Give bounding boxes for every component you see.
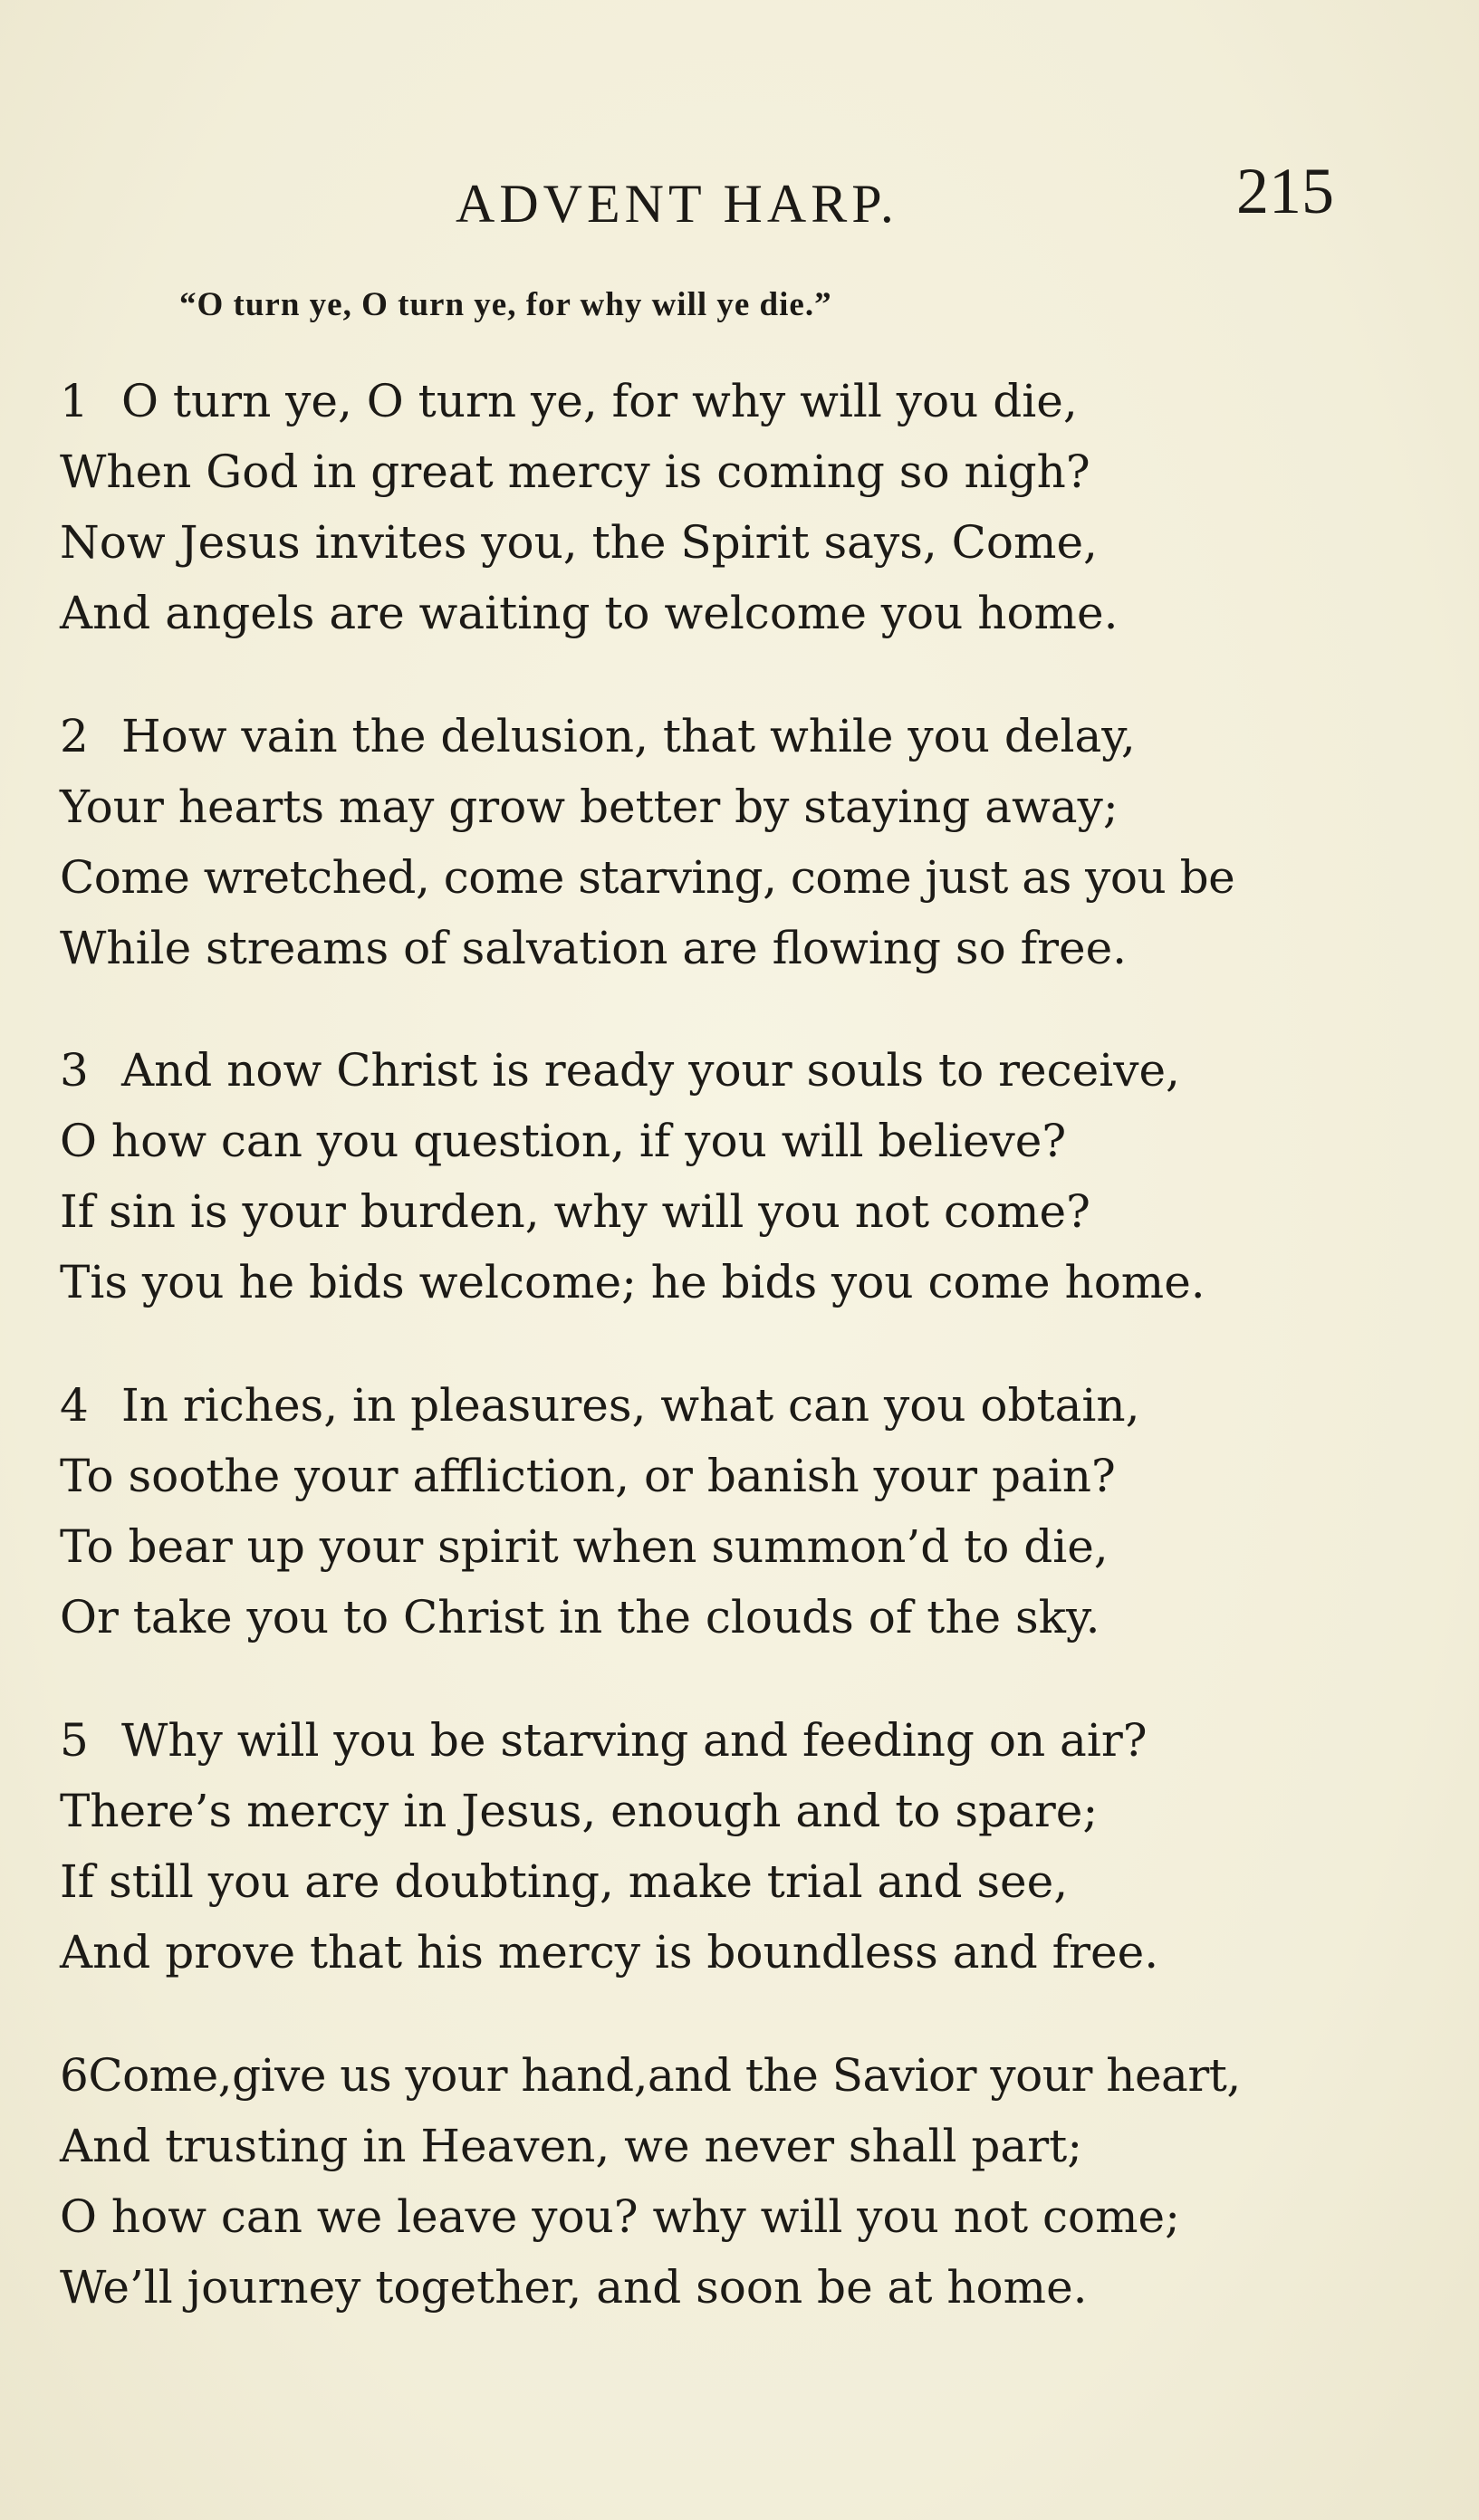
stanza-line: And prove that his mercy is boundless and free. <box>60 1926 1159 1979</box>
running-head <box>0 155 1479 244</box>
stanza-line: If still you are doubting, make trial and see, <box>60 1855 1069 1908</box>
stanza-5 <box>60 1705 1400 1988</box>
stanza-number: 5 <box>60 1714 89 1767</box>
stanza-line: To bear up your spirit when summon’d to die, <box>60 1520 1109 1573</box>
stanza-line: And trusting in Heaven, we never shall part; <box>60 2120 1083 2172</box>
stanza-number: 1 <box>60 375 89 427</box>
line-text: Come,give us your hand,and the Savior your heart, <box>88 2049 1241 2102</box>
stanza-line <box>60 1370 1400 1441</box>
stanza-number: 6 <box>60 2049 89 2102</box>
stanza-line: When God in great mercy is coming so nigh? <box>60 446 1090 498</box>
stanza-line: While streams of salvation are flowing so free. <box>60 922 1128 974</box>
stanza-line: If sin is your burden, why will you not come? <box>60 1185 1090 1238</box>
stanza-line: To soothe your affliction, or banish your pain? <box>60 1450 1116 1502</box>
stanza-line <box>60 366 1400 436</box>
line-text: O turn ye, O turn ye, for why will you die, <box>121 375 1078 427</box>
running-title: ADVENT HARP. <box>456 174 898 234</box>
stanza-number: 4 <box>60 1379 89 1432</box>
line-text: How vain the delusion, that while you delay, <box>121 710 1136 762</box>
stanza-line: And angels are waiting to welcome you home. <box>60 587 1119 639</box>
hymn-caption: “O turn ye, O turn ye, for why will ye die.” <box>179 286 832 323</box>
stanza-line <box>60 1035 1400 1106</box>
stanza-1 <box>60 366 1400 648</box>
stanza-line: O how can you question, if you will believe? <box>60 1115 1067 1167</box>
stanza-line: Come wretched, come starving, come just as you be <box>60 851 1235 904</box>
stanza-2 <box>60 701 1400 983</box>
stanza-number: 2 <box>60 710 89 762</box>
stanza-3 <box>60 1035 1400 1317</box>
stanza-line: There’s mercy in Jesus, enough and to spare; <box>60 1785 1099 1837</box>
page-number: 215 <box>1236 155 1334 227</box>
stanza-6 <box>60 2040 1400 2323</box>
stanza-line <box>60 701 1400 771</box>
line-text: In riches, in pleasures, what can you obtain, <box>121 1379 1140 1432</box>
stanza-line: Now Jesus invites you, the Spirit says, Come, <box>60 516 1098 569</box>
stanza-line: We’ll journey together, and soon be at home. <box>60 2261 1088 2314</box>
stanza-line: Tis you he bids welcome; he bids you come home. <box>60 1256 1205 1308</box>
stanza-4 <box>60 1370 1400 1653</box>
stanza-line: Your hearts may grow better by staying away; <box>60 781 1119 833</box>
stanza-line: O how can we leave you? why will you not come; <box>60 2190 1180 2243</box>
stanza-number: 3 <box>60 1044 89 1097</box>
stanza-line: Or take you to Christ in the clouds of the sky. <box>60 1591 1100 1643</box>
line-text: And now Christ is ready your souls to receive, <box>121 1044 1180 1097</box>
stanza-line <box>60 2040 1400 2111</box>
stanza-line <box>60 1705 1400 1776</box>
line-text: Why will you be starving and feeding on air? <box>121 1714 1148 1767</box>
